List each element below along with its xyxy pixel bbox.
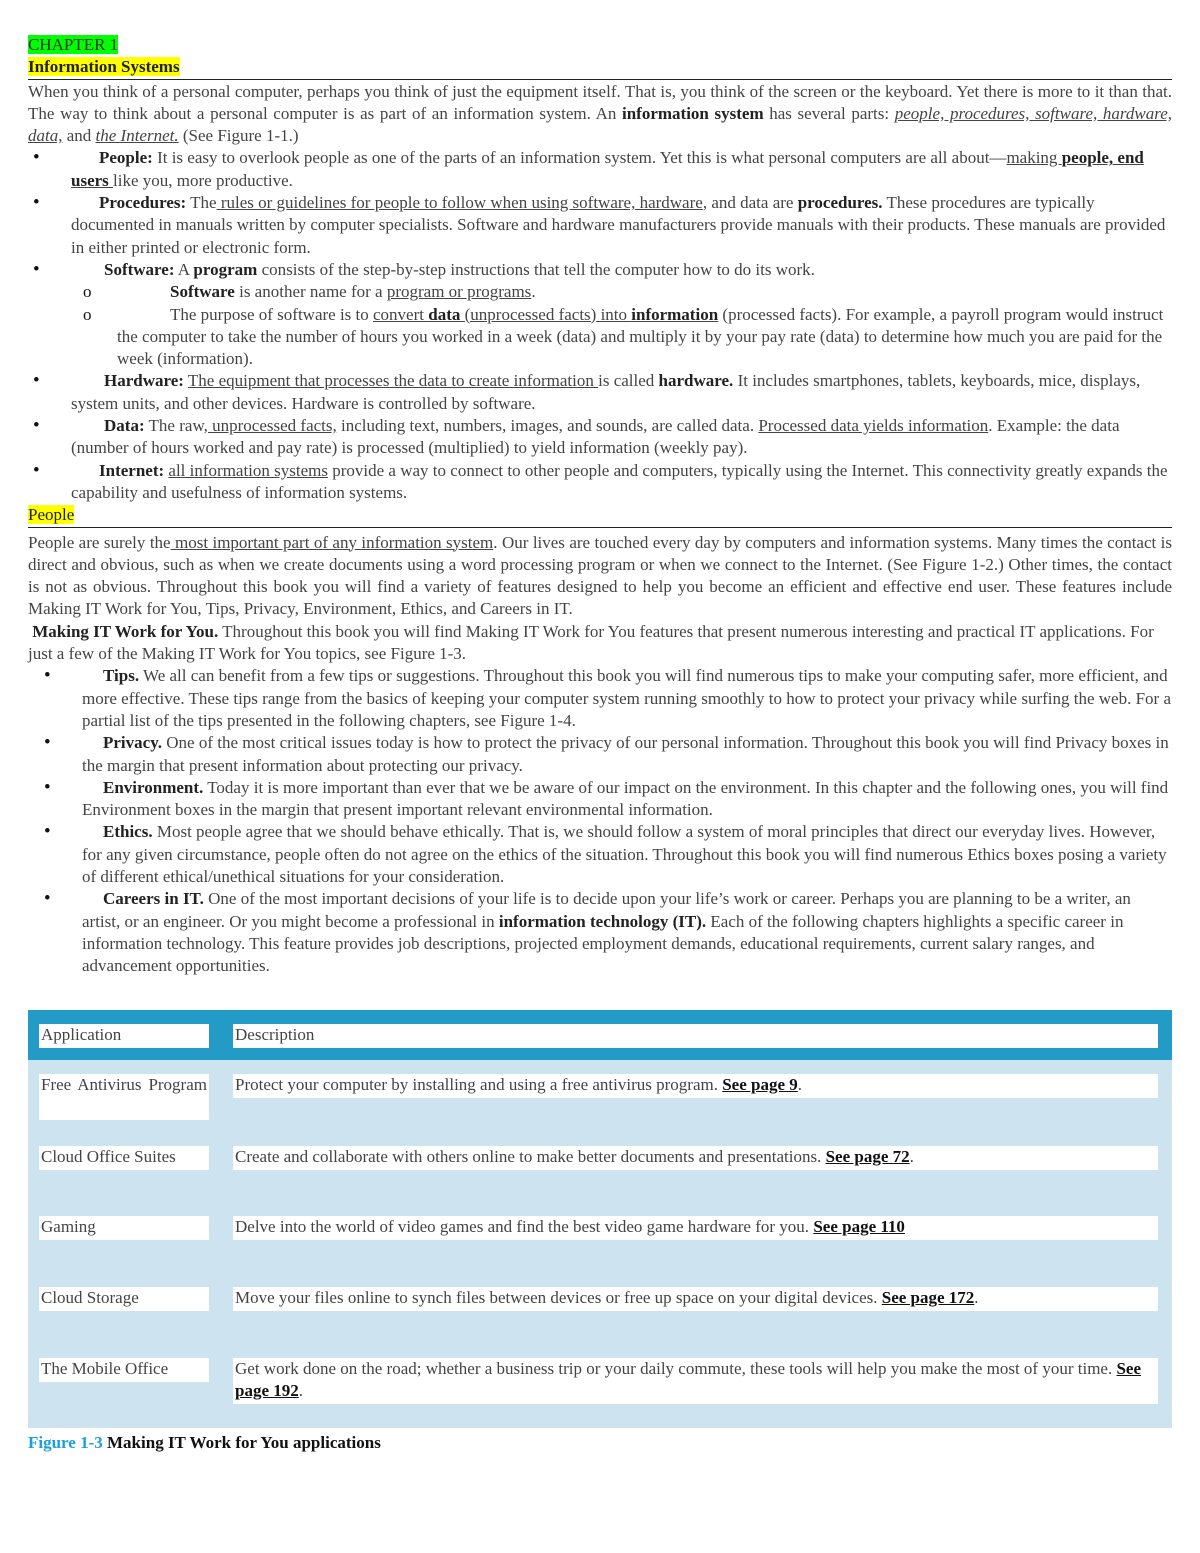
list-item-procedures: • Procedures: The rules or guidelines for people to follow when using software, hardware, and data are procedures. These procedures are typically documented in manuals written by computer specialists. Software and hardware manufacturers provide manuals with their products. These manuals are provided in either printed or electronic form. [33, 192, 1166, 257]
row-app-cloud-storage: Cloud Storage [39, 1287, 209, 1311]
row-desc-gaming: Delve into the world of video games and find the best video game hardware for you. See page 110 [233, 1216, 1158, 1240]
people-paragraph: People are surely the most important part of any information system. Our lives are touched every day by computers and information systems. Many times the contact is direct and obvious, such as when we create documents using a word processing program or when we connect to the Internet. (See Figure 1-2.) Other times, the contact is not as obvious. Throughout this book you will find a variety of features designed to help you become an efficient and effective end user. These features include Making IT Work for You, Tips, Privacy, Environment, Ethics, and Careers in IT. [28, 532, 1172, 619]
bullet-icon: • [33, 459, 40, 481]
list-item-environment: • Environment. Today it is more important than ever that we be aware of our impact on the environment. In this chapter and the following ones, you will find Environment boxes in the margin that present important relevant environmental information. [44, 776, 1169, 820]
see-page-link[interactable]: See page 172 [881, 1288, 975, 1307]
list-item-internet: • Internet: all information systems provide a way to connect to other people and computers, typically using the Internet. This connectivity greatly expands the capability and usefulness of information systems. [33, 459, 1168, 502]
document-page [28, 34, 1172, 977]
figure-caption: Figure 1-3 Making IT Work for You applications [28, 1433, 381, 1452]
circle-bullet-icon: o [83, 304, 92, 324]
row-desc-mobile-office: Get work done on the road; whether a business trip or your daily commute, these tools will help you make the most of your time. See page 192. [233, 1358, 1158, 1404]
list-item-privacy: • Privacy. One of the most critical issues today is how to protect the privacy of our personal information. Throughout this book you will find Privacy boxes in the margin that present information about protecting our privacy. [44, 732, 1169, 775]
bullet-icon: • [44, 732, 51, 754]
sublist-item: o The purpose of software is to convert data (unprocessed facts) into information (processed facts). For example, a payroll program would instruct the computer to take the number of hours you worked in a week (data) and multiply it by your pay rate (data) to determine how much you are paid for the week (information). [83, 304, 1164, 369]
row-desc-cloud-storage: Move your files online to synch files between devices or free up space on your digital devices. See page 172. [233, 1287, 1158, 1311]
list-item-hardware: • Hardware: The equipment that processes the data to create information is called hardware. It includes smartphones, tablets, keyboards, mice, displays, system units, and other devices. Hardware is controlled by software. [33, 370, 1141, 413]
row-app-free-antivirus: Free Antivirus Program [39, 1074, 209, 1120]
figure-header-band [28, 1010, 1172, 1060]
circle-bullet-icon: o [83, 282, 92, 302]
section-rule [28, 527, 1172, 528]
list-item-careers: • Careers in IT. One of the most important decisions of your life is to decide upon your life’s work or career. Perhaps you are planning to be a writer, an artist, or an engineer. Or you might become a professional in information technology (IT). Each of the following chapters highlights a specific career in information technology. This feature provides job descriptions, projected employment demands, educational requirements, current salary ranges, and advancement opportunities. [44, 888, 1131, 976]
bullet-icon: • [44, 821, 51, 843]
section-title-people: People [28, 505, 75, 525]
sublist-item: o Software is another name for a program or programs. [28, 281, 1172, 303]
making-it-work-paragraph: Making IT Work for You. Throughout this book you will find Making IT Work for You features that present numerous interesting and practical IT applications. For just a few of the Making IT Work for You topics, see Figure 1-3. [28, 621, 1154, 664]
list-item-ethics: • Ethics. Most people agree that we should behave ethically. That is, we should follow a system of moral principles that direct our everyday lives. However, for any given circumstance, people often do not agree on the ethics of the situation. Throughout this book you will find numerous Ethics boxes posing a variety of different ethical/unethical situations for your consideration. [44, 821, 1167, 886]
bullet-icon: • [44, 665, 51, 687]
bullet-icon: • [33, 192, 40, 214]
figure-table [28, 1010, 1172, 1428]
bullet-icon: • [44, 888, 51, 910]
list-item-people: • People: It is easy to overlook people as one of the parts of an information system. Yet this is what personal computers are all about—making people, end users like you, more productive. [33, 147, 1144, 190]
header-application: Application [39, 1024, 209, 1048]
see-page-link[interactable]: See page 72 [825, 1147, 910, 1166]
features-list [28, 665, 1172, 977]
see-page-link[interactable]: See page 110 [813, 1217, 905, 1236]
bullet-icon: • [33, 370, 40, 392]
section-title-information-systems: Information Systems [28, 57, 180, 77]
chapter-label: CHAPTER 1 [28, 35, 119, 54]
row-app-gaming: Gaming [39, 1216, 209, 1240]
bullet-icon: • [33, 147, 40, 169]
software-sublist [28, 281, 1172, 370]
list-item-data: • Data: The raw, unprocessed facts, including text, numbers, images, and sounds, are called data. Processed data yields information. Example: the data (number of hours worked and pay rate) is processed (multiplied) to yield information (weekly pay). [33, 415, 1120, 458]
row-app-mobile-office: The Mobile Office [39, 1358, 209, 1382]
row-desc-free-antivirus: Protect your computer by installing and using a free antivirus program. See page 9. [233, 1074, 1158, 1098]
bullet-icon: • [44, 776, 51, 798]
row-desc-cloud-office: Create and collaborate with others online to make better documents and presentations. See page 72. [233, 1146, 1158, 1170]
header-description: Description [233, 1024, 1158, 1048]
bullet-icon: • [33, 258, 40, 280]
section-rule [28, 79, 1172, 80]
bullet-icon: • [33, 415, 40, 437]
list-item-software: • Software: A program consists of the step-by-step instructions that tell the computer how to do its work. o Software is another name for a program or programs. o The purpose of software is to convert data (unprocessed facts) into information (processed facts). For example, a payroll program would instruct the computer to take the number of hours you worked in a week (data) and multiply it by your pay rate (data) to determine how much you are paid for the week (information). [28, 259, 1172, 370]
see-page-link[interactable]: See page 9 [722, 1075, 798, 1094]
intro-paragraph: When you think of a personal computer, perhaps you think of just the equipment itself. That is, you think of the screen or the keyboard. Yet there is more to it than that. The way to think about a personal computer is as part of an information system. An information system has several parts: people, procedures, software, hardware, data, and the Internet. (See Figure 1-1.) [28, 81, 1172, 146]
parts-list [28, 147, 1172, 504]
row-app-cloud-office: Cloud Office Suites [39, 1146, 209, 1170]
see-page-link[interactable]: See page 192 [235, 1359, 1142, 1400]
list-item-tips: • Tips. We all can benefit from a few tips or suggestions. Throughout this book you will find numerous tips to make your computing safer, more efficient, and more effective. These tips range from the basics of keeping your computer system running smoothly to how to protect your privacy while surfing the web. For a partial list of the tips presented in the following chapters, see Figure 1-4. [44, 665, 1171, 730]
